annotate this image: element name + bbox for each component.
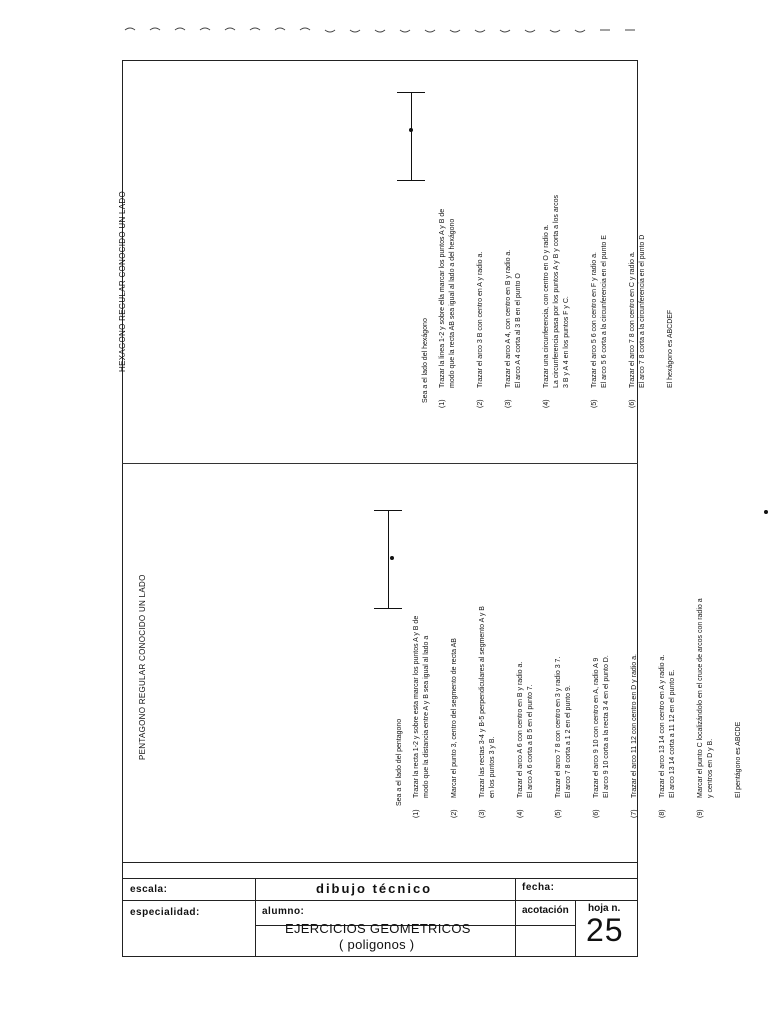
pentagon-step-8-num: (8)	[659, 809, 666, 818]
pentagon-step-5-l1: Trazar el arco 7 8 con centro en 3 y radio 3 7.	[555, 656, 562, 798]
hexagon-result: El hexágono es ABCDEF	[667, 309, 674, 388]
hexagon-step-1-num: (1)	[439, 399, 446, 408]
pentagon-step-3-num: (3)	[479, 809, 486, 818]
pentagon-step-6-num: (6)	[593, 809, 600, 818]
tb-v2	[515, 878, 516, 957]
tb-row-line	[122, 878, 638, 879]
hexagon-step-5-l1: Trazar el arco 5 6 con centro en F y radio a.	[591, 252, 598, 388]
hexagon-step-4-l3: 3 B y A 4 en los puntos F y C.	[563, 296, 570, 388]
hexagon-title: HEXAGONO REGULAR CONOCIDO UN LADO	[118, 190, 127, 372]
ejercicios-title: EJERCICIOS GEOMETRICOS	[285, 921, 471, 936]
poligonos-subtitle: ( poligonos )	[339, 937, 415, 952]
hexagon-step-3-l2: El arco A 4 corta al 3 B en el punto O	[515, 273, 522, 388]
dibujo-tecnico-label: dibujo técnico	[316, 881, 433, 896]
pentagon-step-4-num: (4)	[517, 809, 524, 818]
pentagon-title: PENTAGONO REGULAR CONOCIDO UN LADO	[138, 574, 147, 760]
pentagon-step-7-l1: Trazar el arco 11 12 con centro en D y radio a.	[631, 654, 638, 798]
pentagon-step-8-l1: Trazar el arco 13 14 con centro en A y radio a.	[659, 654, 666, 798]
pentagon-step-1-num: (1)	[413, 809, 420, 818]
sheet-number: 25	[586, 912, 624, 948]
hexagon-step-2-num: (2)	[477, 399, 484, 408]
hexagon-step-6-l2: El arco 7 8 corta a la circunferencia en el punto D	[639, 234, 646, 388]
pentagon-step-9-num: (9)	[697, 809, 704, 818]
pentagon-step-5-num: (5)	[555, 809, 562, 818]
pentagon-step-6-l1: Trazar el arco 9 10 con centro en A, radio A 9	[593, 657, 600, 798]
tb-top-line	[122, 862, 638, 863]
hexagon-step-1-l2: modo que la recta AB sea igual al lado a del hexágono	[449, 218, 456, 388]
pentagon-step-7-num: (7)	[631, 809, 638, 818]
pentagon-dim-dot	[390, 556, 394, 560]
pentagon-step-4-l1: Trazar el arco A 6 con centro en B y radio a.	[517, 661, 524, 798]
hexagon-step-6-l1: Trazar el arco 7 8 con centro en C y radio a.	[629, 251, 636, 388]
pentagon-step-1-l1: Trazar la recta 1-2 y sobre esta marcar los puntos A y B de	[413, 615, 420, 798]
hexagon-step-6-num: (6)	[629, 399, 636, 408]
hexagon-step-4-l2: La circunferencia pasa por los puntos A y B y corta a los arcos	[553, 195, 560, 388]
pentagon-step-9-l1: Marcar el punto C localizándolo en el cruce de arcos con radio a	[697, 598, 704, 798]
pentagon-step-3-l2: en los puntos 3 y B.	[489, 736, 496, 798]
punch-marks	[120, 18, 640, 38]
pentagon-intro: Sea a el lado del pentagono	[396, 718, 403, 806]
pentagon-step-2-num: (2)	[451, 809, 458, 818]
hoja-label: hoja n.	[588, 903, 621, 914]
pentagon-step-9-l2: y centros en D y B.	[707, 738, 714, 798]
pentagon-step-4-l2: El arco A 6 corta a B 5 en el punto 7.	[527, 684, 534, 798]
alumno-label: alumno:	[262, 906, 305, 917]
pentagon-step-1-l2: modo que la distancia entre A y B sea igual al lado a	[423, 635, 430, 798]
especialidad-label: especialidad:	[130, 907, 200, 918]
hexagon-step-4-l1: Trazar una circunferencia, con centro en O y radio a.	[543, 224, 550, 388]
pentagon-step-5-l2: El arco 7 8 corta a 1 2 en el punto 9.	[565, 685, 572, 798]
panel-divider	[122, 463, 638, 464]
fecha-label: fecha:	[522, 882, 555, 893]
pentagon-step-6-l2: El arco 9 10 corta a la recta 3 4 en el punto D.	[603, 655, 610, 798]
hexagon-step-4-num: (4)	[543, 399, 550, 408]
tb-v3	[575, 900, 576, 957]
tb-v1	[255, 878, 256, 957]
pentagon-step-8-l2: El arco 13 14 corta a 11 12 en el punto E.	[669, 669, 676, 798]
hexagon-step-1-l1: Trazar la linea 1-2 y sobre ella marcar los puntos A y B de	[439, 208, 446, 388]
escala-label: escala:	[130, 884, 168, 895]
pentagon-result: El pentágono es ABCDE	[735, 721, 742, 798]
hexagon-step-5-l2: El arco 5 6 corta a la circunferencia en el punto E	[601, 235, 608, 388]
hexagon-step-3-num: (3)	[505, 399, 512, 408]
hexagon-intro: Sea a el lado del hexágono	[422, 318, 429, 403]
pentagon-step-2-l1: Marcar el punto 3, centro del segmento de recta AB	[451, 638, 458, 798]
hexagon-step-2-l1: Trazar el arco 3 B con centro en A y radio a.	[477, 251, 484, 388]
hexagon-step-5-num: (5)	[591, 399, 598, 408]
tb-mid-line	[122, 900, 638, 901]
pentagon-step-3-l1: Trazar las rectas 3-4 y B-5 perpendiculares al segmento A y B	[479, 606, 486, 798]
hexagon-dim-dot	[409, 128, 413, 132]
acotacion-label: acotación	[522, 905, 569, 916]
hexagon-step-3-l1: Trazar el arco A 4, con centro en B y radio a.	[505, 249, 512, 388]
